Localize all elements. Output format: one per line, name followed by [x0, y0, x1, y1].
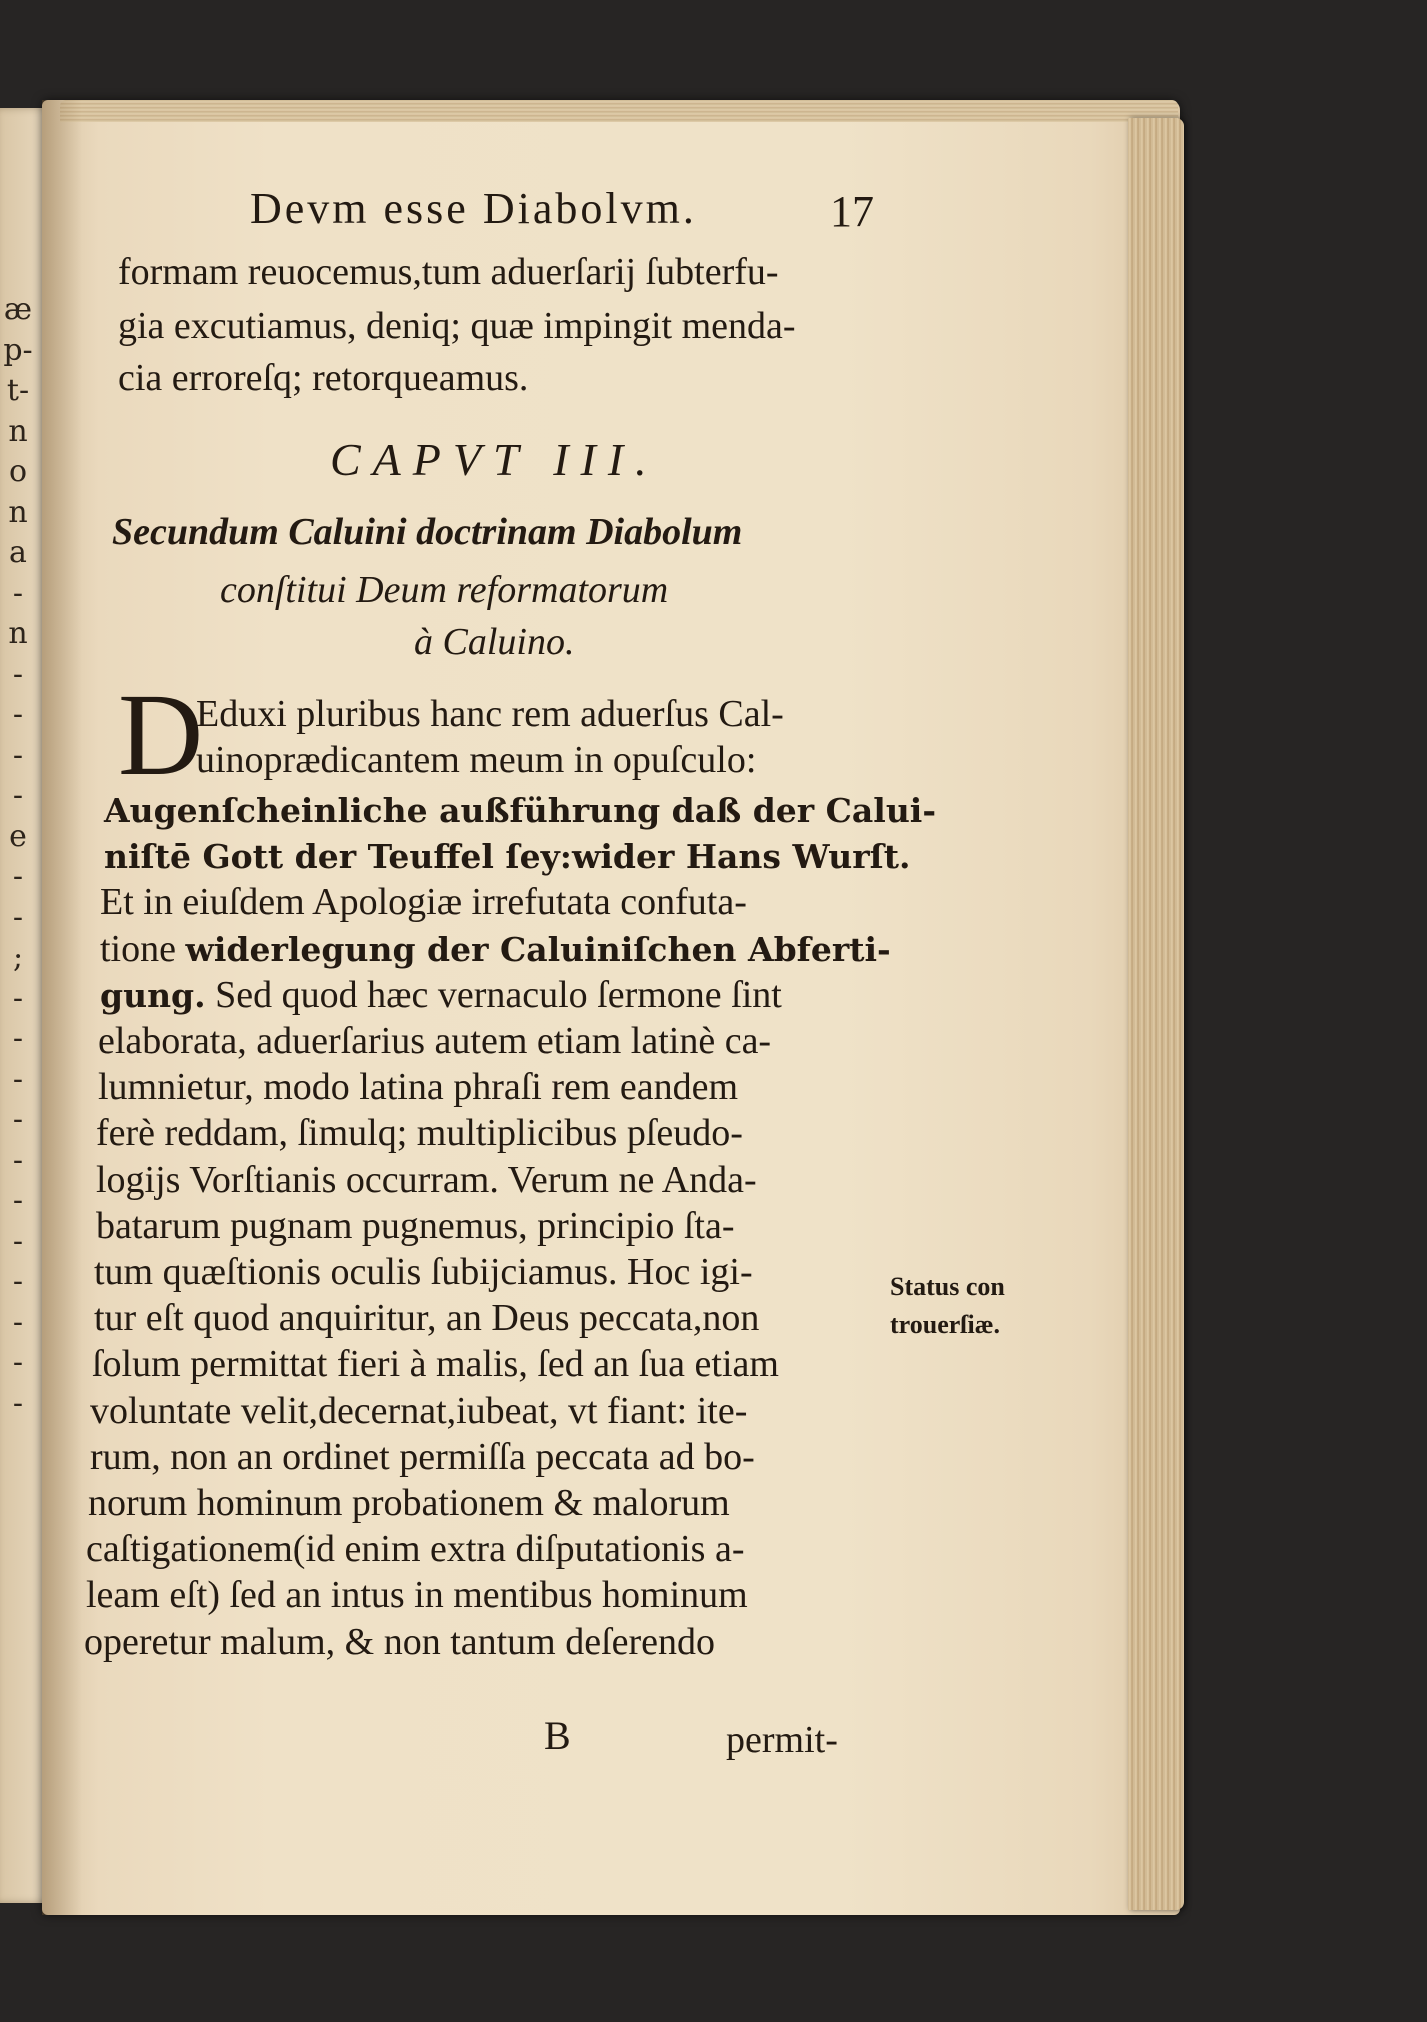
margin-fragment: n — [8, 616, 28, 651]
spine-shadow — [42, 100, 82, 1915]
margin-fragment: - — [12, 1061, 24, 1097]
margin-fragment: - — [12, 656, 24, 692]
text-line — [100, 973, 782, 1017]
roman-text: norum hominum probationem & malorum — [88, 1482, 730, 1524]
roman-text: tur eſt quod anquiritur, an Deus peccata,non — [94, 1297, 760, 1340]
page-number: 17 — [830, 187, 874, 236]
page-top-edge — [60, 100, 1178, 122]
roman-text: voluntate velit,decernat,iubeat, vt fiant: ite- — [90, 1389, 748, 1432]
margin-fragment: - — [12, 980, 24, 1016]
blackletter-text: Augenſcheinliche außführung daß der Calui- — [104, 791, 937, 830]
margin-fragment: - — [12, 1142, 24, 1178]
text-line — [100, 880, 747, 924]
roman-text: ſolum permittat fieri à malis, ſed an ſua etiam — [92, 1343, 779, 1386]
text-line: cia erroreſq; retorqueamus. — [118, 357, 529, 399]
roman-text: Et in eiuſdem Apologiæ irrefutata confuta- — [100, 881, 747, 924]
roman-text: tum quæſtionis oculis ſubijciamus. Hoc igi- — [94, 1251, 753, 1293]
text-line — [88, 1481, 730, 1525]
roman-text: ferè reddam, ſimulq; multiplicibus pſeudo- — [96, 1112, 743, 1155]
text-line — [100, 927, 891, 971]
chapter-heading: CAPVT III. — [330, 434, 659, 485]
margin-fragment: - — [12, 1304, 24, 1340]
margin-fragment: - — [12, 859, 24, 894]
margin-fragment: æ — [3, 292, 33, 327]
text-line — [86, 1573, 748, 1617]
text-line — [98, 1019, 771, 1063]
running-head: Devm esse Diabolvm. — [250, 184, 697, 233]
text-line — [94, 1250, 753, 1294]
roman-text: lumnietur, modo latina phraſi rem eandem — [98, 1066, 739, 1109]
text-line — [96, 1158, 757, 1202]
text-line — [94, 1296, 759, 1340]
text-line — [86, 1527, 744, 1571]
margin-fragment: - — [12, 1345, 24, 1380]
roman-text: caſtigationem(id enim extra diſputationis a- — [86, 1528, 745, 1571]
margin-fragment: - — [12, 697, 24, 732]
margin-fragment: - — [12, 737, 24, 773]
margin-fragment: - — [12, 1183, 24, 1218]
margin-fragment: - — [12, 778, 24, 813]
marginal-note-line: trouerſiæ. — [890, 1310, 1000, 1339]
chapter-subtitle-line: Secundum Caluini doctrinam Diabolum — [112, 511, 743, 553]
text-line — [92, 1342, 779, 1386]
blackletter-text: widerlegung der Caluiniſchen Abferti- — [185, 929, 891, 969]
margin-fragment: e — [9, 818, 27, 854]
text-line — [96, 1204, 734, 1248]
margin-fragment: - — [12, 1102, 24, 1137]
margin-fragment: n — [8, 413, 28, 449]
page-block-edges — [1128, 118, 1184, 1910]
roman-text: batarum pugnam pugnemus, principio ſta- — [96, 1204, 735, 1247]
margin-fragment: - — [12, 899, 24, 935]
margin-fragment: o — [8, 454, 28, 489]
chapter-subtitle-line: conſtitui Deum reformatorum — [220, 569, 669, 611]
text-line — [84, 1620, 715, 1664]
text-line: formam reuocemus,tum aduerſarij ſubterfu- — [118, 251, 779, 293]
roman-text: tione — [100, 927, 186, 970]
text-line — [90, 1435, 755, 1479]
marginal-note-line: Status con — [890, 1272, 1005, 1301]
margin-fragment: n — [8, 494, 28, 530]
margin-fragment: p- — [3, 332, 33, 368]
roman-text: elaborata, aduerſarius autem etiam latinè ca- — [98, 1020, 772, 1062]
blackletter-text: niſtē Gott der Teuffel ſey:wider Hans Wurſt. — [104, 837, 911, 877]
drop-cap: D — [118, 669, 204, 800]
roman-text: logijs Vorſtianis occurram. Verum ne Anda- — [96, 1158, 757, 1201]
text-line — [104, 788, 936, 832]
text-line: gia excutiamus, deniq; quæ impingit menda- — [118, 305, 796, 347]
previous-page-margin-fragments — [0, 290, 36, 1424]
roman-text: operetur malum, & non tantum deſerendo — [84, 1620, 716, 1663]
margin-fragment: - — [12, 1021, 24, 1056]
text-line — [98, 1065, 738, 1109]
text-line — [96, 1111, 743, 1155]
margin-fragment: t- — [6, 373, 30, 408]
blackletter-text: gung. — [100, 975, 206, 1015]
signature-mark: B — [544, 1713, 571, 1758]
roman-text: leam eſt) ſed an intus in mentibus hominum — [86, 1574, 748, 1617]
roman-text: Sed quod hæc vernaculo ſermone ſint — [205, 973, 782, 1016]
margin-fragment: - — [12, 1264, 24, 1299]
text-line: Eduxi pluribus hanc rem aduerſus Cal- — [196, 693, 784, 735]
margin-fragment: - — [12, 575, 24, 611]
text-line — [104, 834, 911, 878]
margin-fragment: a — [9, 535, 27, 570]
margin-fragment: - — [12, 1385, 24, 1421]
margin-fragment: ; — [12, 940, 24, 975]
text-line — [90, 1389, 747, 1433]
margin-fragment: - — [12, 1223, 24, 1259]
catchword: permit- — [726, 1719, 838, 1761]
text-line: uinoprædicantem meum in opuſculo: — [196, 739, 757, 781]
chapter-subtitle-line: à Caluino. — [414, 621, 575, 663]
roman-text: rum, non an ordinet permiſſa peccata ad bo- — [90, 1435, 755, 1478]
